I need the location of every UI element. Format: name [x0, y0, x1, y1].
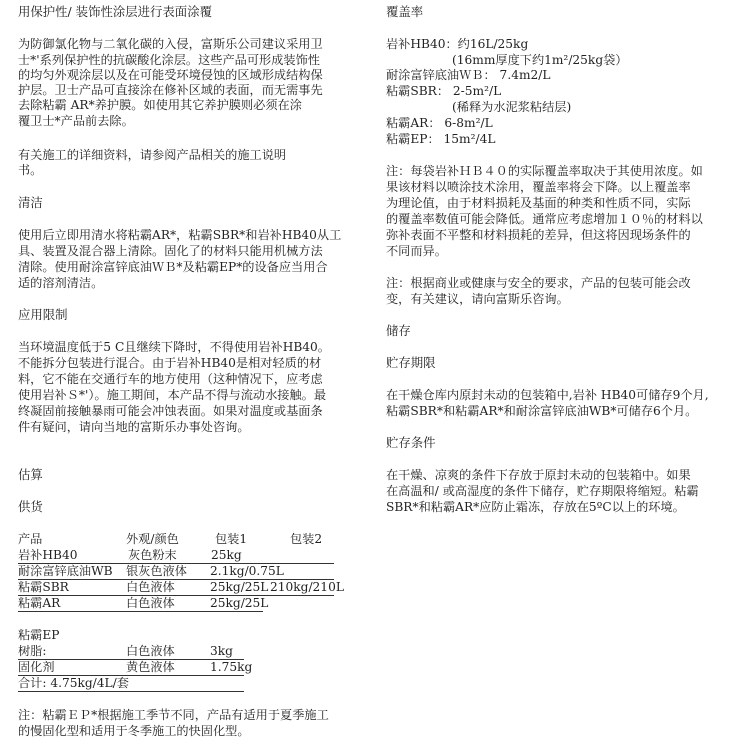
paragraph-line: 件有疑问，请向当地的富斯乐办事处咨询。 — [18, 420, 250, 434]
table-cell-product: 粘霸SBR — [18, 580, 69, 594]
table-header: 产品 — [18, 532, 43, 546]
paragraph-line: 果该材料以喷涂技术涂用，覆盖率将会下降。以上覆盖率 — [386, 180, 691, 194]
table-row — [18, 547, 363, 563]
table-cell-component: 固化剂 — [18, 660, 55, 674]
section-title-estimate: 估算 — [18, 467, 43, 482]
coverage-line: 粘霸AR： 6-8m²/L — [386, 116, 493, 130]
paragraph-line: 不同而异。 — [386, 244, 447, 258]
paragraph-line: 当环境温度低于5 C且继续下降时，不得使用岩补HB40。 — [18, 340, 330, 354]
section-title-application-limits: 应用限制 — [18, 307, 68, 322]
paragraph-line: 的均匀外观涂层以及在可能受环境侵蚀的区域形成结构保 — [18, 68, 323, 82]
paragraph-line: 去除粘霸 AR*养护膜。如使用其它养护膜则必须在涂 — [18, 98, 302, 112]
paragraph-line: 清除。使用耐涂富锌底油ＷＢ*及粘霸EP*的设备应当用合 — [18, 260, 328, 274]
table-cell-appearance: 银灰色液体 — [126, 564, 187, 578]
table-cell-product: 粘霸AR — [18, 596, 61, 610]
paragraph-line: 为防御氯化物与二氧化碳的入侵，富斯乐公司建议采用卫 — [18, 37, 323, 51]
section-title-cleaning: 清洁 — [18, 195, 43, 210]
table-cell-pack: 3kg — [210, 644, 233, 658]
table-total-row — [18, 675, 363, 691]
paragraph-line: 注：根据商业或健康与安全的要求，产品的包装可能会改 — [386, 276, 691, 290]
coverage-line: 岩补HB40：约16L/25kg — [386, 37, 529, 51]
paragraph-line: 在高温和/ 或高湿度的条件下储存，贮存期限将缩短。粘霸 — [386, 484, 699, 498]
paragraph-line: 弥补表面不平整和材料损耗的差异，但这将因现场条件的 — [386, 228, 691, 242]
table-cell-pack2: 210kg/210L — [270, 580, 344, 594]
section-title-supply: 供货 — [18, 499, 43, 514]
table-total: 合计: 4.75kg/4L/套 — [18, 676, 129, 690]
coverage-line: (16mm厚度下约1m²/25kg袋） — [452, 53, 628, 67]
paragraph-line: 不能拆分包装进行混合。由于岩补HB40是相对轻质的材 — [18, 356, 322, 370]
table-rule — [18, 691, 244, 692]
section-title-shelf-life: 贮存期限 — [386, 355, 436, 370]
ep-title: 粘霸EP — [18, 628, 60, 642]
paragraph-line: 的慢固化型和适用于冬季施工的快固化型。 — [18, 724, 250, 738]
paragraph-line: SBR*和粘霸AR*应防止霜冻，存放在5ºC以上的环境。 — [386, 500, 685, 514]
table-cell-product: 耐涂富锌底油WB — [18, 564, 113, 578]
table-cell-appearance: 白色液体 — [126, 580, 175, 594]
section-title-protective-coating: 用保护性/ 装饰性涂层进行表面涂覆 — [18, 4, 212, 19]
paragraph-line: 具、装置及混合器上清除。固化了的材料只能用机械方法 — [18, 244, 323, 258]
paragraph-line: 粘霸SBR*和粘霸AR*和耐涂富锌底油WB*可储存6个月。 — [386, 404, 698, 418]
table-header: 外观/颜色 — [126, 532, 179, 546]
table-cell-pack1: 2.1kg/0.75L — [210, 564, 284, 578]
table-row — [18, 643, 363, 659]
table-cell-pack1: 25kg/25L — [210, 596, 269, 610]
section-title-coverage: 覆盖率 — [386, 4, 424, 19]
table-cell-appearance: 灰色粉末 — [128, 548, 177, 562]
paragraph-line: 注：每袋岩补ＨＢ４０的实际覆盖率取决于其使用浓度。如 — [386, 164, 703, 178]
table-row — [18, 579, 363, 595]
paragraph-line: 护层。卫士产品可直接涂在修补区域的表面，而无需事先 — [18, 83, 323, 97]
table-header: 包装1 — [215, 532, 248, 546]
paragraph-line: 使用后立即用清水将粘霸AR*，粘霸SBR*和岩补HB40从工 — [18, 228, 342, 242]
paragraph-line: 在干燥仓库内原封未动的包装箱中,岩补 HB40可储存9个月, — [386, 388, 709, 402]
table-row — [18, 563, 363, 579]
paragraph-line: 在干燥、凉爽的条件下存放于原封未动的包装箱中。如果 — [386, 468, 691, 482]
table-cell-pack1: 25kg/25L — [210, 580, 269, 594]
table-header-row — [18, 531, 363, 547]
table-header: 包装2 — [290, 532, 323, 546]
table-cell-appearance: 白色液体 — [126, 644, 175, 658]
paragraph-line: 终凝固前接触暴雨可能会冲蚀表面。如果对温度或基面条 — [18, 404, 323, 418]
coverage-line: 粘霸EP： 15m²/4L — [386, 132, 496, 146]
paragraph-line: 变，有关建议，请向富斯乐咨询。 — [386, 292, 569, 306]
paragraph-line: 有关施工的详细资料，请参阅产品相关的施工说明 — [18, 148, 287, 162]
paragraph-line: 的覆盖率数值可能会降低。通常应考虑增加１０％的材料以 — [386, 212, 703, 226]
paragraph-line: 书。 — [18, 163, 43, 177]
table-cell-pack: 1.75kg — [210, 660, 253, 674]
coverage-line: 粘霸SBR： 2-5m²/L — [386, 84, 502, 98]
table-rule — [18, 611, 263, 612]
coverage-line: 耐涂富锌底油ＷＢ： 7.4m2/L — [386, 68, 551, 82]
paragraph-line: 为理论值，由于材料损耗及基面的种类和性质不同，实际 — [386, 196, 691, 210]
section-title-storage-conditions: 贮存条件 — [386, 435, 436, 450]
table-cell-appearance: 黄色液体 — [126, 660, 175, 674]
table-cell-component: 树脂: — [18, 644, 47, 658]
paragraph-line: 适的溶剂清洁。 — [18, 276, 104, 290]
paragraph-line: 使用岩补Ｓ*'）。施工期间，本产品不得与流动水接触。最 — [18, 388, 327, 402]
paragraph-line: 料，它不能在交通行车的地方使用（这种情况下，应考虑 — [18, 372, 323, 386]
section-title-storage: 储存 — [386, 323, 411, 338]
table-cell-appearance: 白色液体 — [126, 596, 175, 610]
paragraph-line: 士*'系列保护性的抗碳酸化涂层。这些产品可形成装饰性 — [18, 53, 320, 67]
table-row — [18, 659, 363, 675]
table-row — [18, 595, 363, 611]
paragraph-line: 覆卫士*产品前去除。 — [18, 114, 134, 128]
paragraph-line: 注：粘霸ＥＰ*根据施工季节不同，产品有适用于夏季施工 — [18, 708, 329, 722]
table-cell-pack1: 25kg — [211, 548, 242, 562]
table-cell-product: 岩补HB40 — [18, 548, 78, 562]
coverage-line: (稀释为水泥浆粘结层) — [452, 100, 572, 114]
